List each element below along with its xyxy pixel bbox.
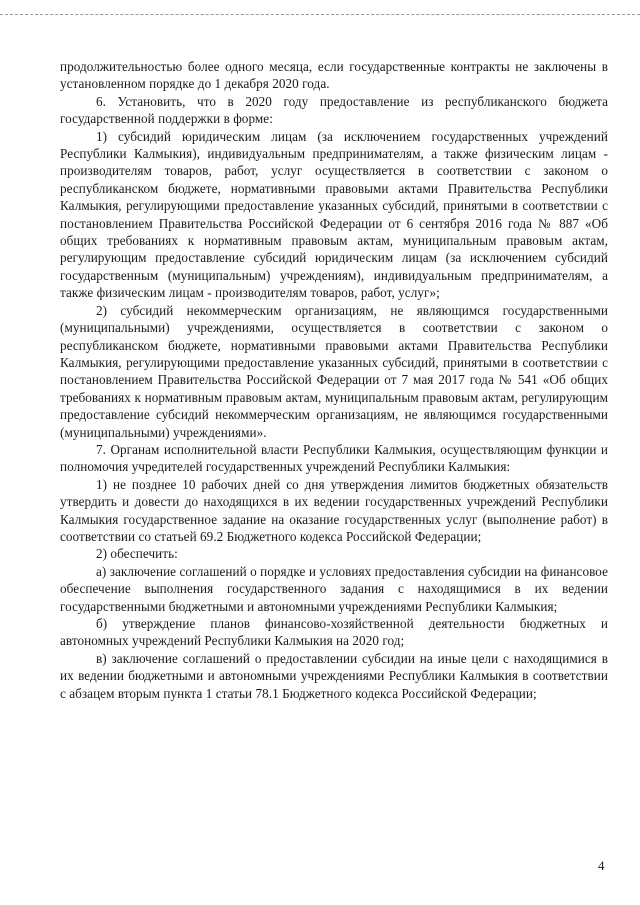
paragraph-clause-7-item-2v: в) заключение соглашений о предоставлении субсидии на иные цели с находящимися в их ведении бюджетными и автономными учреждениями Республики Калмыкия в соответствии с абзацем вторым пункта 1 статьи 78.1 Бюджетного кодекса Российской Федерации;: [60, 650, 608, 701]
paragraph-clause-6-item-2: 2) субсидий некоммерческим организациям, не являющимся государственными (муниципальными) учреждениями, осуществляется в соответствии с законом о республиканском бюджете, нормативными правовыми актами Правительства Республики Калмыкия, регулирующими предоставление указанных субсидий, принятыми в соответствии с постановлением Правительства Российской Федерации от 7 мая 2017 года № 541 «Об общих требованиях к нормативным правовым актам, муниципальным правовым актам, регулирующим предоставление субсидий некоммерческим организациям, не являющимся государственными (муниципальными) учреждениями».: [60, 302, 608, 440]
document-page: [60, 58, 608, 702]
paragraph-clause-6: 6. Установить, что в 2020 году предоставление из республиканского бюджета государственной поддержки в форме:: [60, 93, 608, 127]
paragraph-clause-7-item-2b: б) утверждение планов финансово-хозяйственной деятельности бюджетных и автономных учреждений Республики Калмыкия на 2020 год;: [60, 616, 608, 649]
paragraph-clause-7-item-2: 2) обеспечить:: [96, 546, 178, 562]
paragraph-clause-6-item-1: 1) субсидий юридическим лицам (за исключением государственных учреждений Республики Калмыкия), индивидуальным предпринимателям, а также физическим лицам - производителям товаров, работ, услуг осуществляется в соответствии с законом о республиканском бюджете, нормативными правовыми актами Правительства Республики Калмыкия, регулирующими предоставление указанных субсидий, принятыми в соответствии с постановлением Правительства Российской Федерации от 6 сентября 2016 года № 887 «Об общих требованиях к нормативным правовым актам, муниципальным правовым актам, регулирующим предоставление субсидий юридическим лицам (за исключением субсидий государственным (муниципальным) учреждениям), индивидуальным предпринимателям, а также физическим лицам - производителям товаров, работ, услуг»;: [60, 128, 608, 301]
scan-top-edge: [0, 14, 640, 15]
paragraph-clause-7-item-1: 1) не позднее 10 рабочих дней со дня утверждения лимитов бюджетных обязательств утвердить и довести до находящихся в их ведении государственных учреждений Республики Калмыкия государственное задание на оказание государственных услуг (выполнение работ) в соответствии со статьей 69.2 Бюджетного кодекса Российской Федерации;: [60, 476, 608, 544]
page-number: 4: [598, 858, 605, 873]
paragraph-clause-7-item-2a: а) заключение соглашений о порядке и условиях предоставления субсидии на финансовое обеспечение выполнения государственного задания с находящимися в их ведении государственными бюджетными и автономными учреждениями Республики Калмыкия;: [60, 563, 608, 614]
paragraph-clause-7: 7. Органам исполнительной власти Республики Калмыкия, осуществляющим функции и полномочия учредителей государственных учреждений Республики Калмыкия:: [60, 441, 608, 475]
paragraph-continuation: продолжительностью более одного месяца, если государственные контракты не заключены в установленном порядке до 1 декабря 2020 года.: [60, 59, 608, 92]
